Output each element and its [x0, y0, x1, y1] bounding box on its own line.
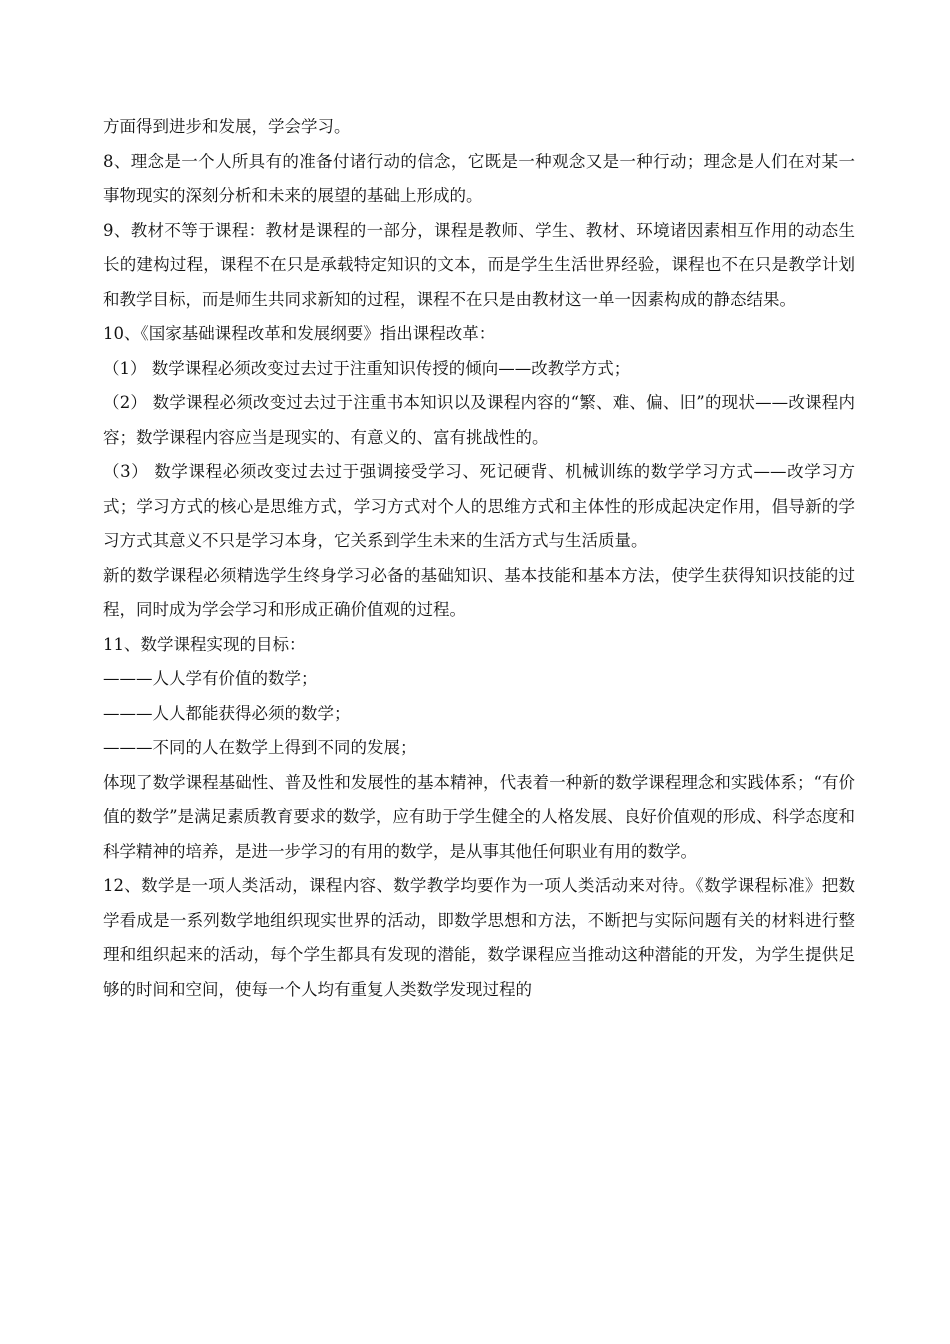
document-body [103, 110, 855, 1007]
paragraph-new-curriculum: 新的数学课程必须精选学生终身学习必备的基础知识、基本技能和基本方法，使学生获得知识技能的过程，同时成为学会学习和形成正确价值观的过程。 [103, 565, 855, 619]
paragraph-goal-2: ———人人都能获得必须的数学； [103, 703, 351, 723]
paragraph-sub-item-1: （1） 数学课程必须改变过去过于注重知识传授的倾向——改教学方式； [103, 358, 631, 378]
paragraph-continuation: 方面得到进步和发展，学会学习。 [103, 117, 351, 136]
paragraph-goals-explanation: 体现了数学课程基础性、普及性和发展性的基本精神，代表着一种新的数学课程理念和实践体系；“有价值的数学”是满足素质教育要求的数学，应有助于学生健全的人格发展、良好价值观的形成、科学态度和科学精神的培养，是进一步学习的有用的数学，是从事其他任何职业有用的数学。 [103, 772, 855, 861]
paragraph-item-12: 12、数学是一项人类活动，课程内容、数学教学均要作为一项人类活动来对待。《数学课程标准》把数学看成是一系列数学地组织现实世界的活动，即数学思想和方法，不断把与实际问题有关的材料进行整理和组织起来的活动，每个学生都具有发现的潜能，数学课程应当推动这种潜能的开发，为学生提供足够的时间和空间，使每一个人均有重复人类数学发现过程的 [103, 876, 855, 999]
paragraph-sub-item-3: （3） 数学课程必须改变过去过于强调接受学习、死记硬背、机械训练的数学学习方式——改学习方式；学习方式的核心是思维方式，学习方式对个人的思维方式和主体性的形成起决定作用，倡导新的学习方式其意义不只是学习本身，它关系到学生未来的生活方式与生活质量。 [103, 462, 855, 550]
paragraph-goal-3: ———不同的人在数学上得到不同的发展； [103, 738, 417, 757]
paragraph-sub-item-2: （2） 数学课程必须改变过去过于注重书本知识以及课程内容的“繁、难、偏、旧”的现状——改课程内容；数学课程内容应当是现实的、有意义的、富有挑战性的。 [103, 393, 855, 447]
paragraph-item-11: 11、数学课程实现的目标： [103, 634, 306, 654]
paragraph-goal-1: ———人人学有价值的数学； [103, 669, 318, 688]
paragraph-item-10: 10、《国家基础课程改革和发展纲要》指出课程改革： [103, 324, 496, 343]
paragraph-item-9: 9、教材不等于课程：教材是课程的一部分，课程是教师、学生、教材、环境诸因素相互作用的动态生长的建构过程，课程不在只是承载特定知识的文本，而是学生生活世界经验，课程也不在只是教学计划和教学目标，而是师生共同求新知的过程，课程不在只是由教材这一单一因素构成的静态结果。 [103, 220, 855, 309]
paragraph-item-8: 8、理念是一个人所具有的准备付诸行动的信念，它既是一种观念又是一种行动；理念是人们在对某一事物现实的深刻分析和未来的展望的基础上形成的。 [103, 151, 855, 205]
